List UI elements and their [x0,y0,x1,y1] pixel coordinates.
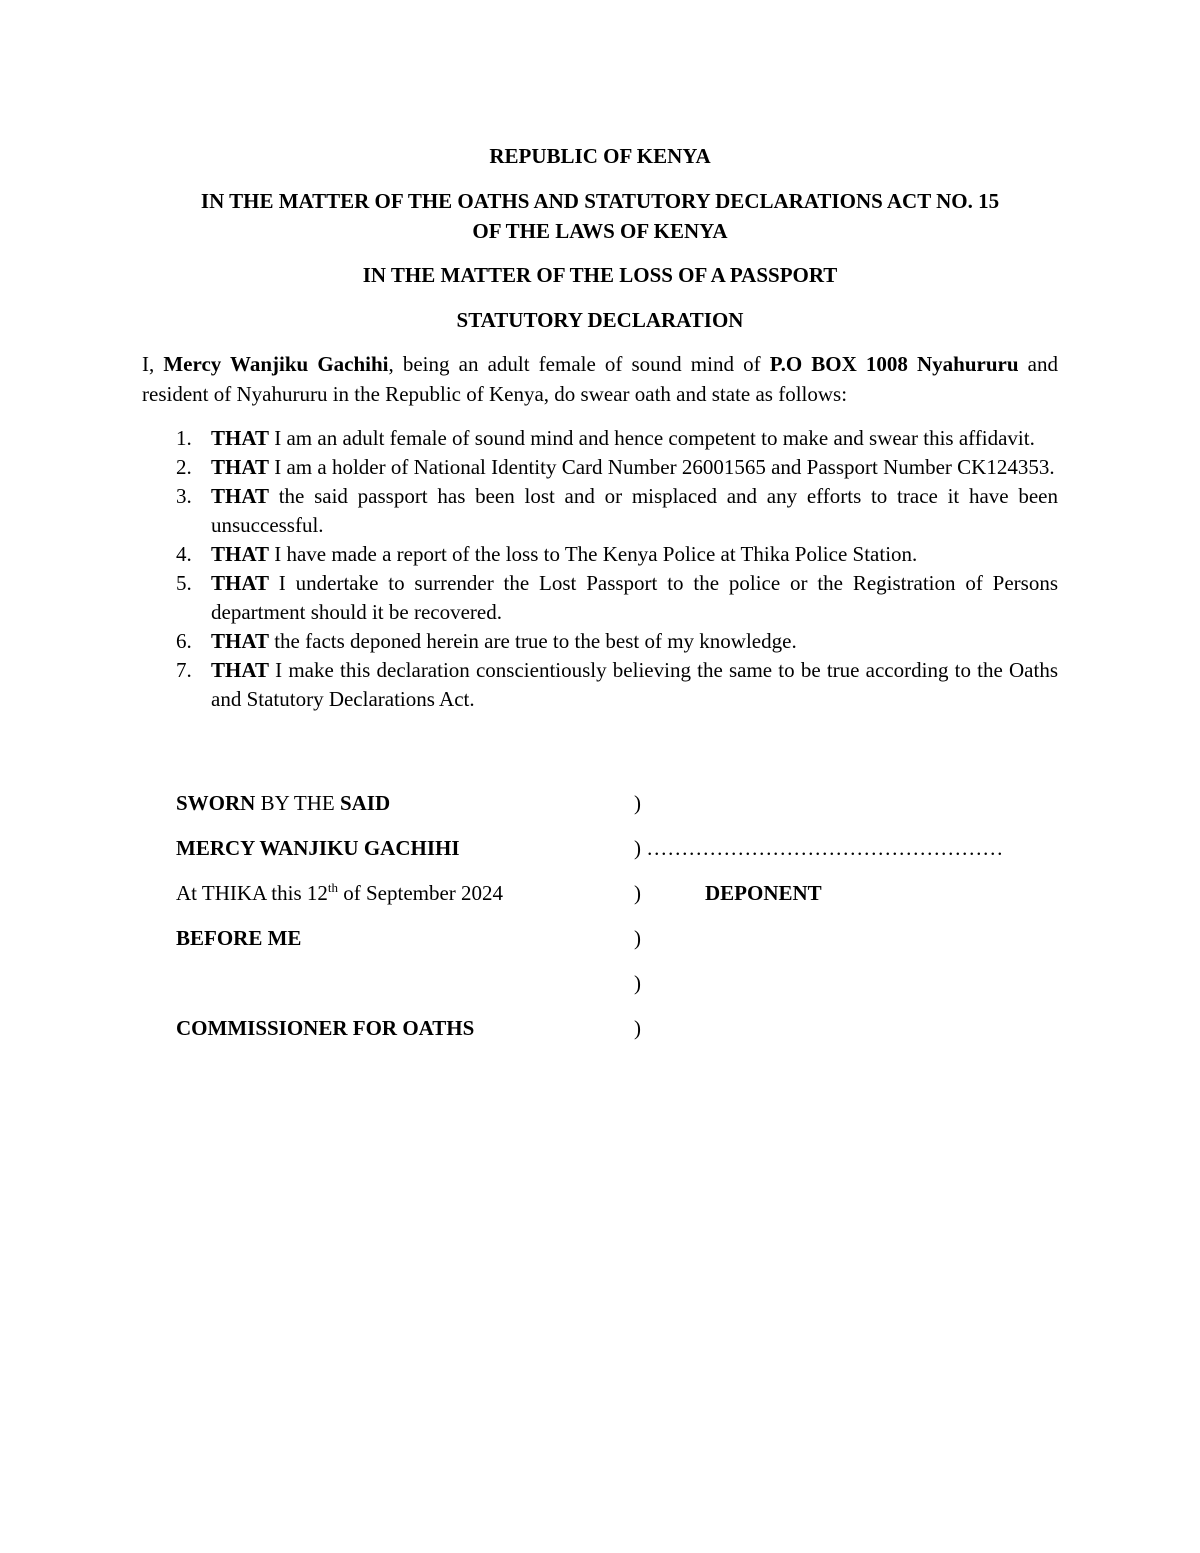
jurat-paren: ) [634,926,641,950]
clause-item [142,453,1058,482]
clause-item [142,656,1058,714]
deponent-name: Mercy Wanjiku Gachihi [163,352,389,376]
clause-item [142,482,1058,540]
deponent-address: P.O BOX 1008 Nyahururu [769,352,1019,376]
clause-text: I undertake to surrender the Lost Passport to the police or the Registration of Persons department should it be recovered. [211,571,1058,624]
clause-lead: THAT [211,484,269,508]
clause-lead: THAT [211,426,269,450]
clause-lead: THAT [211,542,269,566]
intro-prefix: I, [142,352,164,376]
clause-lead: THAT [211,629,269,653]
signature-dots: …………………………………………… [641,836,1004,860]
date-ordinal: th [327,880,338,895]
jurat-paren: ) [634,791,641,815]
clause-text: I am a holder of National Identity Card Number 26001565 and Passport Number CK124353. [268,455,1055,479]
jurat-paren: ) [634,1016,641,1040]
heading-matter-act-line2: OF THE LAWS OF KENYA [472,219,728,243]
clause-item [142,540,1058,569]
before-me-label: BEFORE ME [176,926,302,950]
sworn-label: SWORN [176,791,256,815]
jurat-row-name [176,833,1058,878]
jurat-row-commissioner [176,1013,1058,1058]
intro-middle: , being an adult female of sound mind of [388,352,770,376]
by-the-label: BY THE [255,791,340,815]
clause-text: I am an adult female of sound mind and hence competent to make and swear this affidavit. [268,426,1035,450]
clause-number: 2. [176,455,192,479]
clause-number: 7. [176,658,192,682]
clause-text: I make this declaration conscientiously believing the same to be true according to the Oaths and Statutory Declarations Act. [211,658,1058,711]
clause-number: 1. [176,426,192,450]
heading-matter-loss: IN THE MATTER OF THE LOSS OF A PASSPORT [362,263,838,287]
clause-number: 3. [176,484,192,508]
sworn-by-the-said [176,788,390,818]
deponent-name-caps: MERCY WANJIKU GACHIHI [176,836,460,860]
date-suffix: of September 2024 [338,881,504,905]
clause-item [142,627,1058,656]
jurat-block [176,788,1058,1058]
clause-lead: THAT [211,658,269,682]
jurat-paren: ) [634,971,641,995]
jurat-row-place-date [176,878,1058,923]
clause-lead: THAT [211,571,269,595]
jurat-row-sworn [176,788,1058,833]
intro-paragraph [142,349,1058,409]
heading-matter-act [142,186,1058,246]
clause-item [142,569,1058,627]
clause-number: 6. [176,629,192,653]
commissioner-label: COMMISSIONER FOR OATHS [176,1016,475,1040]
jurat-row-blank [176,968,1058,1013]
jurat-row-before-me [176,923,1058,968]
heading-matter-act-line1: IN THE MATTER OF THE OATHS AND STATUTORY DECLARATIONS ACT NO. 15 [200,189,1000,213]
said-label: SAID [339,791,391,815]
jurat-paren: ) [634,881,641,905]
signature-line [634,833,1003,863]
clause-list [142,424,1058,714]
deponent-label: DEPONENT [705,881,822,905]
clause-number: 4. [176,542,192,566]
intro-suffix: and resident of Nyahururu in the Republic of Kenya, do swear oath and state as follows: [142,352,1058,406]
clause-text: the facts deponed herein are true to the best of my knowledge. [268,629,797,653]
heading-country: REPUBLIC OF KENYA [489,144,711,168]
clause-number: 5. [176,571,192,595]
place-date [176,878,503,908]
document-title: STATUTORY DECLARATION [456,308,744,332]
clause-text: the said passport has been lost and or misplaced and any efforts to trace it have been unsuccessful. [211,484,1058,537]
clause-text: I have made a report of the loss to The Kenya Police at Thika Police Station. [268,542,918,566]
clause-lead: THAT [211,455,269,479]
jurat-paren: ) [634,836,641,860]
place-prefix: At THIKA this 12 [176,881,328,905]
clause-item [142,424,1058,453]
